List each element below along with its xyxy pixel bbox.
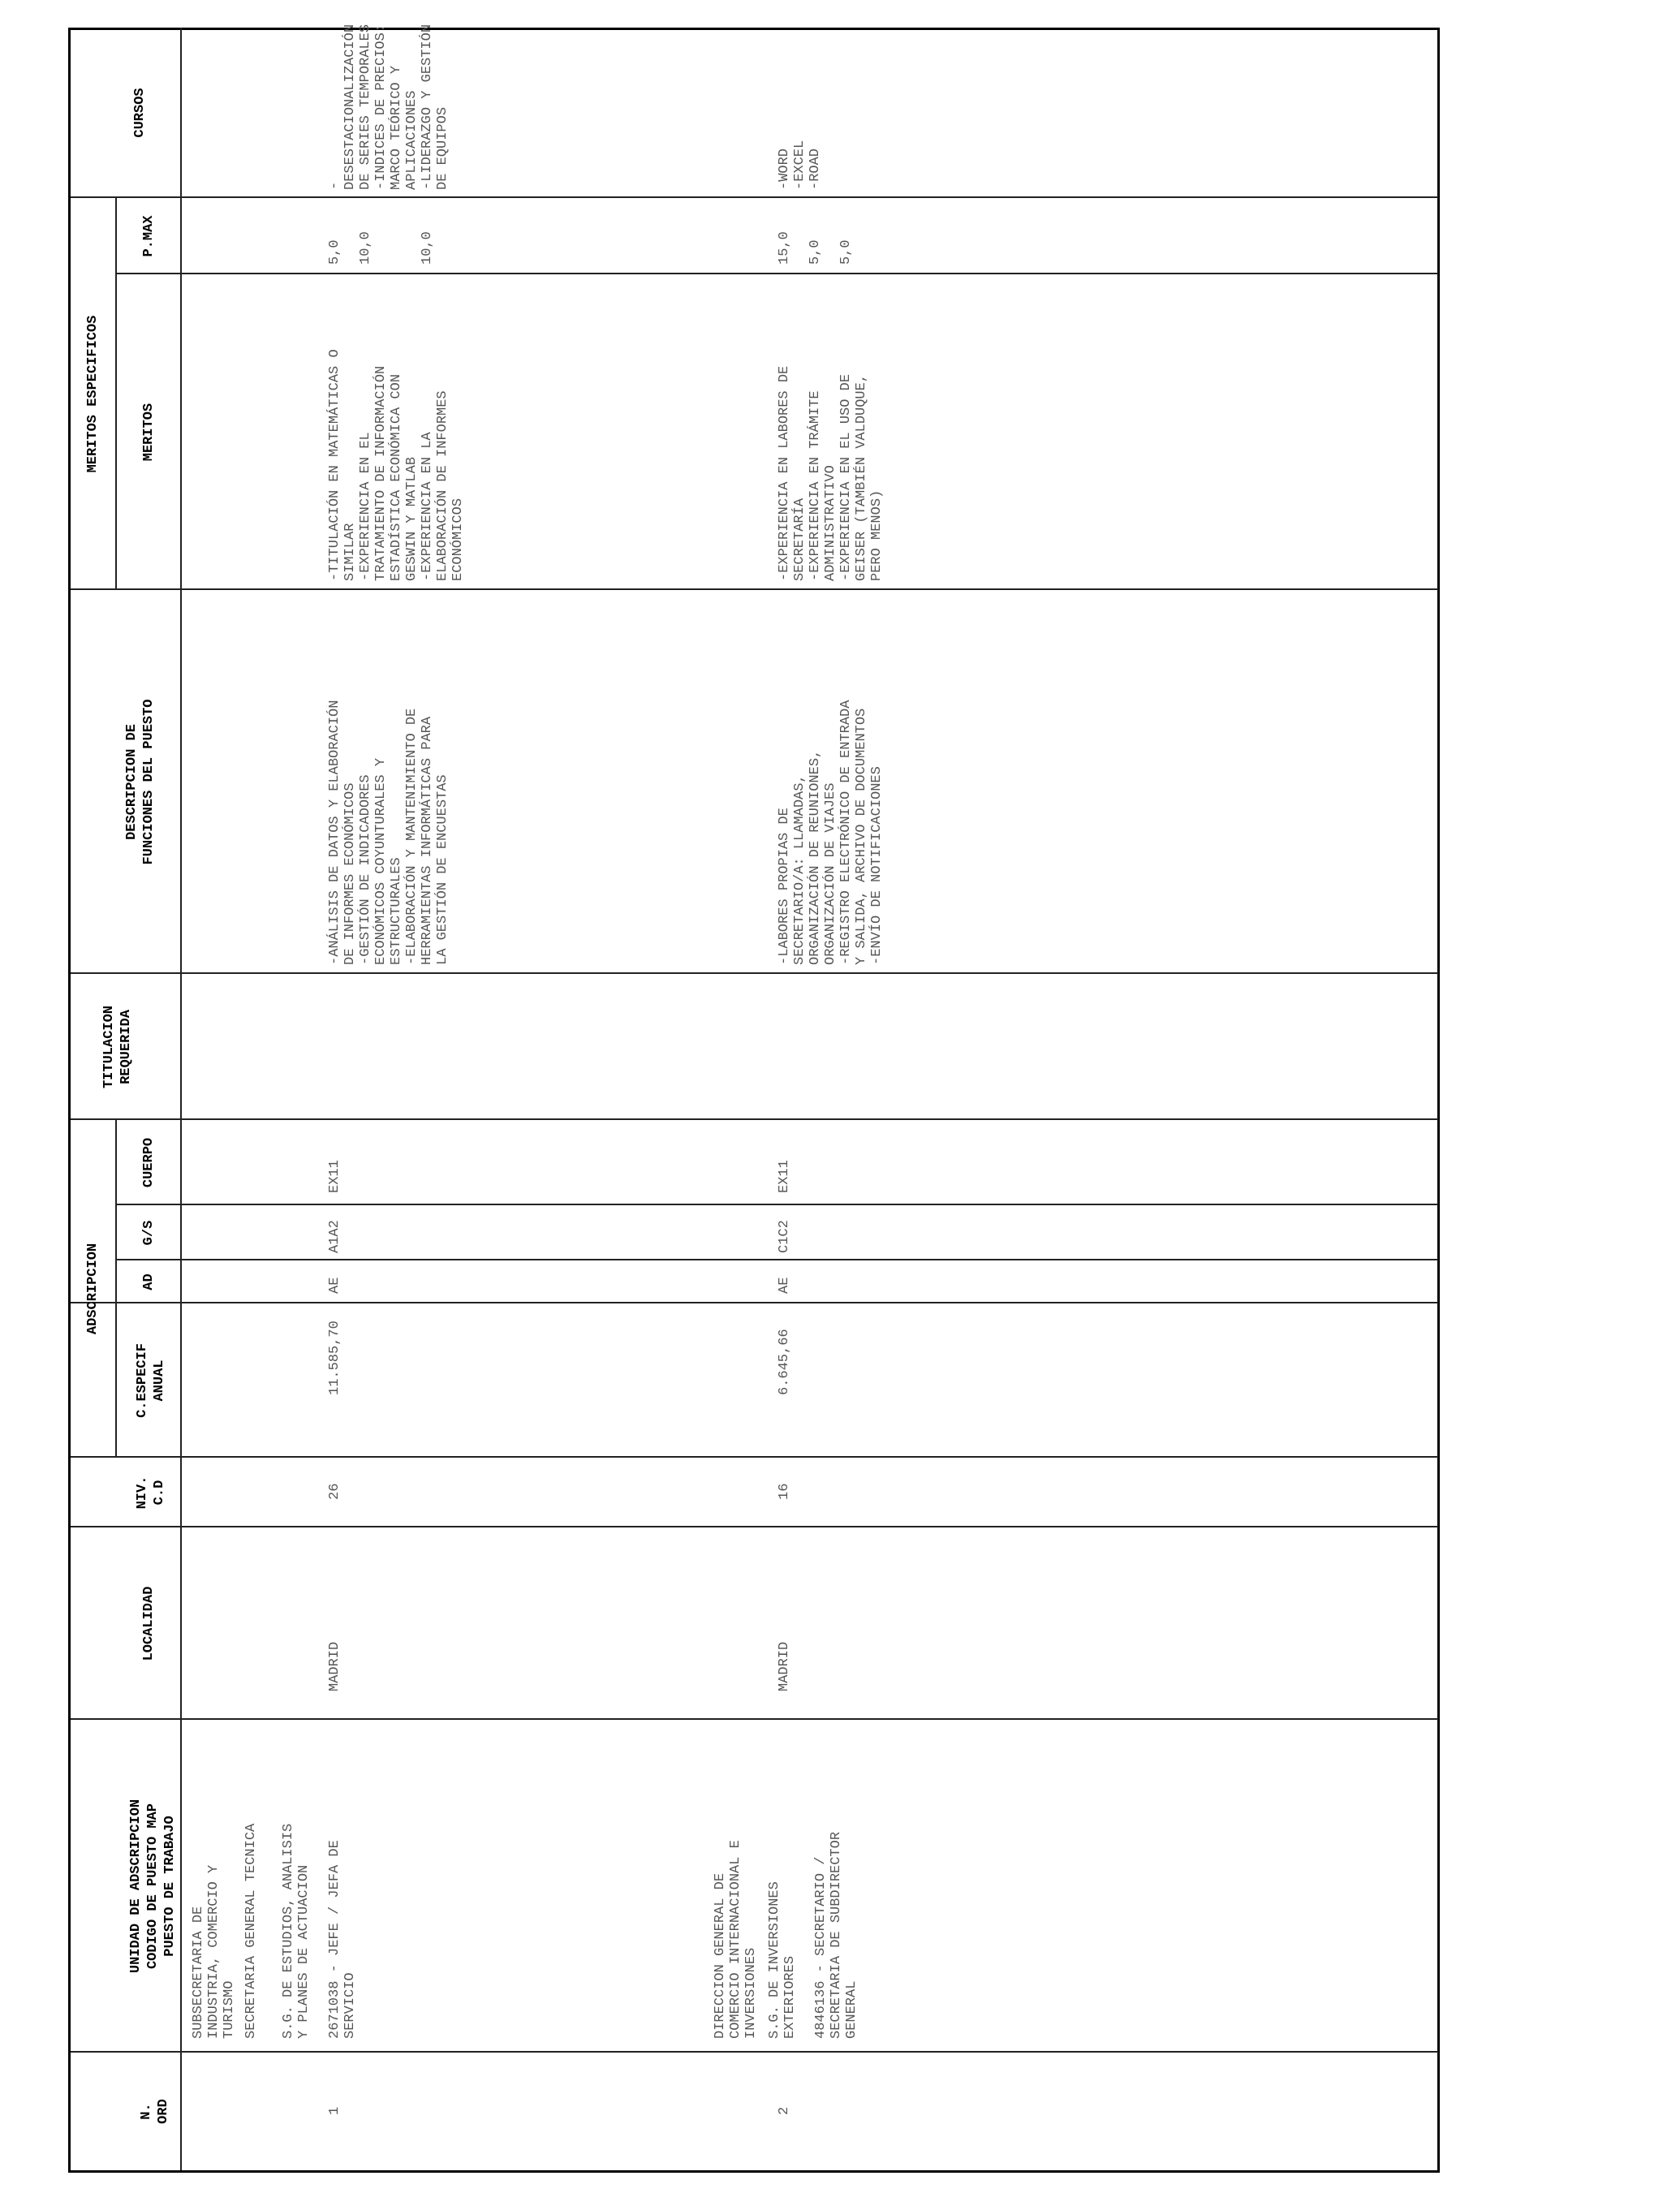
header-cursos: CURSOS — [132, 88, 148, 138]
row-puesto: 4846136 - SECRETARIO / SECRETARIA DE SUBDIRECTOR GENERAL — [813, 1831, 859, 2039]
row-localidad: MADRID — [777, 1641, 792, 1691]
row-pmax: 15,0 5,0 5,0 — [777, 231, 854, 265]
row-ord: 1 — [327, 2106, 342, 2115]
col-divider — [71, 972, 1438, 974]
table-frame — [68, 24, 1440, 2173]
row-meritos: -EXPERIENCIA EN LABORES DE SECRETARÍA -EXPERIENCIA EN TRÁMITE ADMINISTRATIVO -EXPERIENCIA EN EL USO DE GEISER (TAMBIÉN VALDUQUE, PERO MENOS) — [777, 365, 885, 581]
header-cuerpo: CUERPO — [141, 1137, 157, 1188]
row-localidad: MADRID — [327, 1641, 342, 1691]
col-divider — [71, 2051, 1438, 2053]
col-divider — [71, 196, 1438, 198]
row-ad: AE — [327, 1277, 342, 1294]
unit-secretaria-general: SECRETARIA GENERAL TECNICA — [243, 1823, 259, 2039]
row-puesto: 2671038 - JEFE / JEFA DE SERVICIO — [327, 1840, 358, 2039]
header-n-ord: N. ORD — [139, 2099, 171, 2124]
header-gs: G/S — [141, 1220, 157, 1246]
row-ad: AE — [777, 1277, 792, 1294]
header-ad: AD — [141, 1273, 157, 1290]
col-divider — [71, 1718, 1438, 1720]
row-descripcion: -LABORES PROPIAS DE SECRETARIO/A: LLAMADAS, ORGANIZACIÓN DE REUNIONES, ORGANIZACIÓN DE VIAJES -REGISTRO ELECTRÓNICO DE ENTRADA Y SALIDA, ARCHIVO DE DOCUMENTOS -ENVÍO DE NOTIFICACIONES — [777, 700, 885, 965]
row-descripcion: -ANÁLISIS DE DATOS Y ELABORACIÓN DE INFORMES ECONÓMICOS -GESTIÓN DE INDICADORES ECONÓMICOS COYUNTURALES Y ESTRUCTURALES -ELABORACIÓN Y MANTENIMIENTO DE HERRAMIENTAS INFORMÁTICAS PARA LA GESTIÓN DE ENCUESTAS — [327, 700, 450, 965]
header-pmax: P.MAX — [141, 215, 157, 257]
row-gs: C1C2 — [777, 1220, 792, 1253]
header-titulacion: TITULACION REQUERIDA — [101, 1005, 134, 1089]
unit-sg-estudios: S.G. DE ESTUDIOS, ANALISIS Y PLANES DE ACTUACION — [281, 1823, 312, 2039]
header-meritos: MERITOS — [141, 403, 157, 462]
col-divider — [71, 1302, 1438, 1303]
col-divider — [115, 1204, 1438, 1205]
header-c-especif: C.ESPECIF ANUAL — [135, 1343, 167, 1418]
header-descripcion: DESCRIPCION DE FUNCIONES DEL PUESTO — [124, 699, 157, 865]
col-divider — [71, 1118, 1438, 1120]
header-bottom-line — [180, 28, 182, 2170]
row-c-especif: 11.585,70 — [327, 1321, 342, 1395]
row-c-especif: 6.645,66 — [777, 1329, 792, 1395]
unit-subsecretaria: SUBSECRETARIA DE INDUSTRIA, COMERCIO Y TURISMO — [191, 1864, 237, 2039]
row-meritos: -TITULACIÓN EN MATEMÁTICAS O SIMILAR -EXPERIENCIA EN EL TRATAMIENTO DE INFORMACIÓN ESTADÍSTICA ECONÓMICA CON GESWIN Y MATLAB -EXPERIENCIA EN LA ELABORACIÓN DE INFORMES ECONÓMICOS — [327, 349, 466, 581]
row-nivel: 26 — [327, 1483, 342, 1500]
header-unidad: UNIDAD DE ADSCRIPCION CODIGO DE PUESTO MAP PUESTO DE TRABAJO — [128, 1799, 178, 1974]
unit-sg-inversiones: S.G. DE INVERSIONES EXTERIORES — [767, 1881, 798, 2039]
header-niv: NIV. C.D — [135, 1476, 167, 1510]
header-meritos-especificos: MERITOS ESPECIFICOS — [85, 315, 101, 473]
unit-direccion-general: DIRECCION GENERAL DE COMERCIO INTERNACIONAL E INVERSIONES — [713, 1840, 759, 2039]
row-cuerpo: EX11 — [777, 1160, 792, 1193]
header-adscripcion: ADSCRIPCION — [85, 1243, 101, 1335]
row-ord: 2 — [777, 2106, 792, 2115]
col-divider — [71, 588, 1438, 590]
header-localidad: LOCALIDAD — [141, 1586, 157, 1661]
row-cursos: -WORD -EXCEL -ROAD — [777, 140, 823, 190]
row-pmax: 5,0 10,0 10,0 — [327, 231, 435, 265]
row-nivel: 16 — [777, 1483, 792, 1500]
col-divider — [115, 273, 1438, 274]
subheader-line-adscripcion — [115, 1120, 117, 1458]
col-divider — [115, 1259, 1438, 1260]
col-divider — [71, 1526, 1438, 1527]
row-gs: A1A2 — [327, 1220, 342, 1253]
subheader-line-meritos — [115, 198, 117, 590]
col-divider — [71, 1456, 1438, 1458]
row-cuerpo: EX11 — [327, 1160, 342, 1193]
row-cursos: - DESESTACIONALIZACIÓN DE SERIES TEMPORALES -INDICES DE PRECIOS: MARCO TEÓRICO Y APLICACIONES -LIDERAZGO Y GESTIÓN DE EQUIPOS — [327, 24, 450, 190]
